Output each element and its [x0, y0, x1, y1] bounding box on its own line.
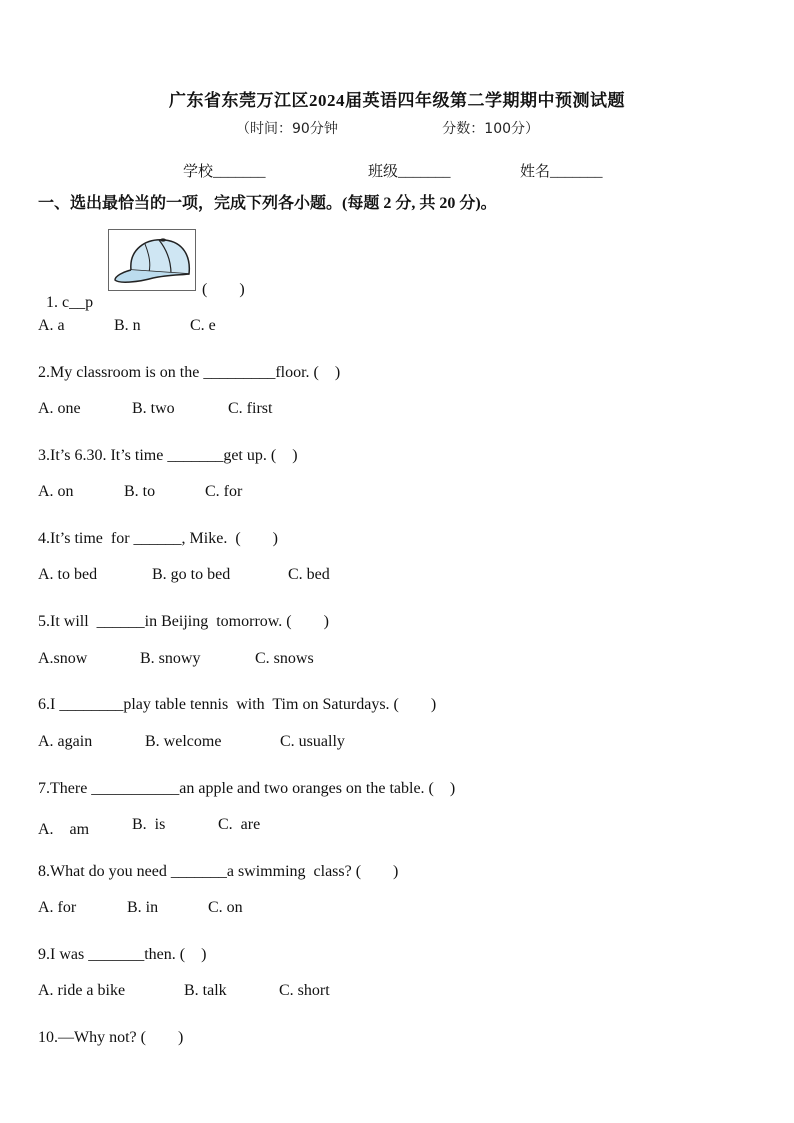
option-a[interactable]: A. for: [38, 899, 77, 916]
option-b[interactable]: B. go to bed: [152, 566, 231, 583]
exam-meta: [236, 118, 539, 138]
question-9: 9.I was _______then. ( ): [38, 946, 207, 963]
question-1-bracket: ( ): [202, 281, 245, 298]
option-b[interactable]: B. n: [114, 317, 141, 334]
option-c[interactable]: C. for: [205, 483, 243, 500]
option-a[interactable]: A. to bed: [38, 566, 98, 583]
question-5: 5.It will ______in Beijing tomorrow. ( ): [38, 613, 329, 630]
question-3: 3.It’s 6.30. It’s time _______get up. ( ): [38, 447, 298, 464]
option-a[interactable]: A. again: [38, 733, 93, 750]
question-6: 6.I ________play table tennis with Tim on Saturdays. ( ): [38, 696, 437, 713]
name-field: 姓名_______: [520, 164, 603, 180]
option-a[interactable]: A. on: [38, 483, 74, 500]
option-c[interactable]: C. first: [228, 400, 273, 417]
question-4: 4.It’s time for ______, Mike. ( ): [38, 530, 278, 547]
option-c[interactable]: C. e: [190, 317, 216, 334]
option-c[interactable]: C. bed: [288, 566, 330, 583]
option-a[interactable]: A. one: [38, 400, 81, 417]
question-1-stem: 1. c__p: [46, 294, 94, 311]
option-b[interactable]: B. talk: [184, 982, 227, 999]
option-b[interactable]: B. to: [124, 483, 156, 500]
section-title: 一、选出最恰当的一项，完成下列各小题。(每题 2 分, 共 20 分)。: [38, 195, 497, 212]
question-7: 7.There ___________an apple and two oranges on the table. ( ): [38, 780, 456, 797]
option-a[interactable]: A. a: [38, 317, 65, 334]
option-c[interactable]: C. are: [218, 816, 261, 833]
school-field: 学校_______: [183, 164, 266, 180]
exam-title: 广东省东莞万江区2024届英语四年级第二学期期中预测试题: [169, 91, 625, 110]
option-a[interactable]: A. am: [38, 821, 90, 838]
exam-score: 分数：100分）: [442, 121, 540, 137]
option-b[interactable]: B. is: [132, 816, 166, 833]
option-b[interactable]: B. welcome: [145, 733, 222, 750]
question-10: 10.—Why not? ( ): [38, 1029, 184, 1046]
option-b[interactable]: B. in: [127, 899, 159, 916]
option-c[interactable]: C. short: [279, 982, 330, 999]
class-field: 班级_______: [368, 164, 451, 180]
question-8: 8.What do you need _______a swimming class? ( ): [38, 863, 399, 880]
option-c[interactable]: C. usually: [280, 733, 345, 750]
option-b[interactable]: B. two: [132, 400, 175, 417]
cap-image: [108, 229, 196, 291]
cap-icon: [109, 230, 195, 290]
option-a[interactable]: A. ride a bike: [38, 982, 126, 999]
option-c[interactable]: C. snows: [255, 650, 314, 667]
option-b[interactable]: B. snowy: [140, 650, 201, 667]
exam-time: （时间：90分钟: [236, 121, 338, 137]
question-1: [38, 276, 93, 312]
option-a[interactable]: A.snow: [38, 650, 88, 667]
question-2: 2.My classroom is on the _________floor. ( ): [38, 364, 341, 381]
option-c[interactable]: C. on: [208, 899, 243, 916]
